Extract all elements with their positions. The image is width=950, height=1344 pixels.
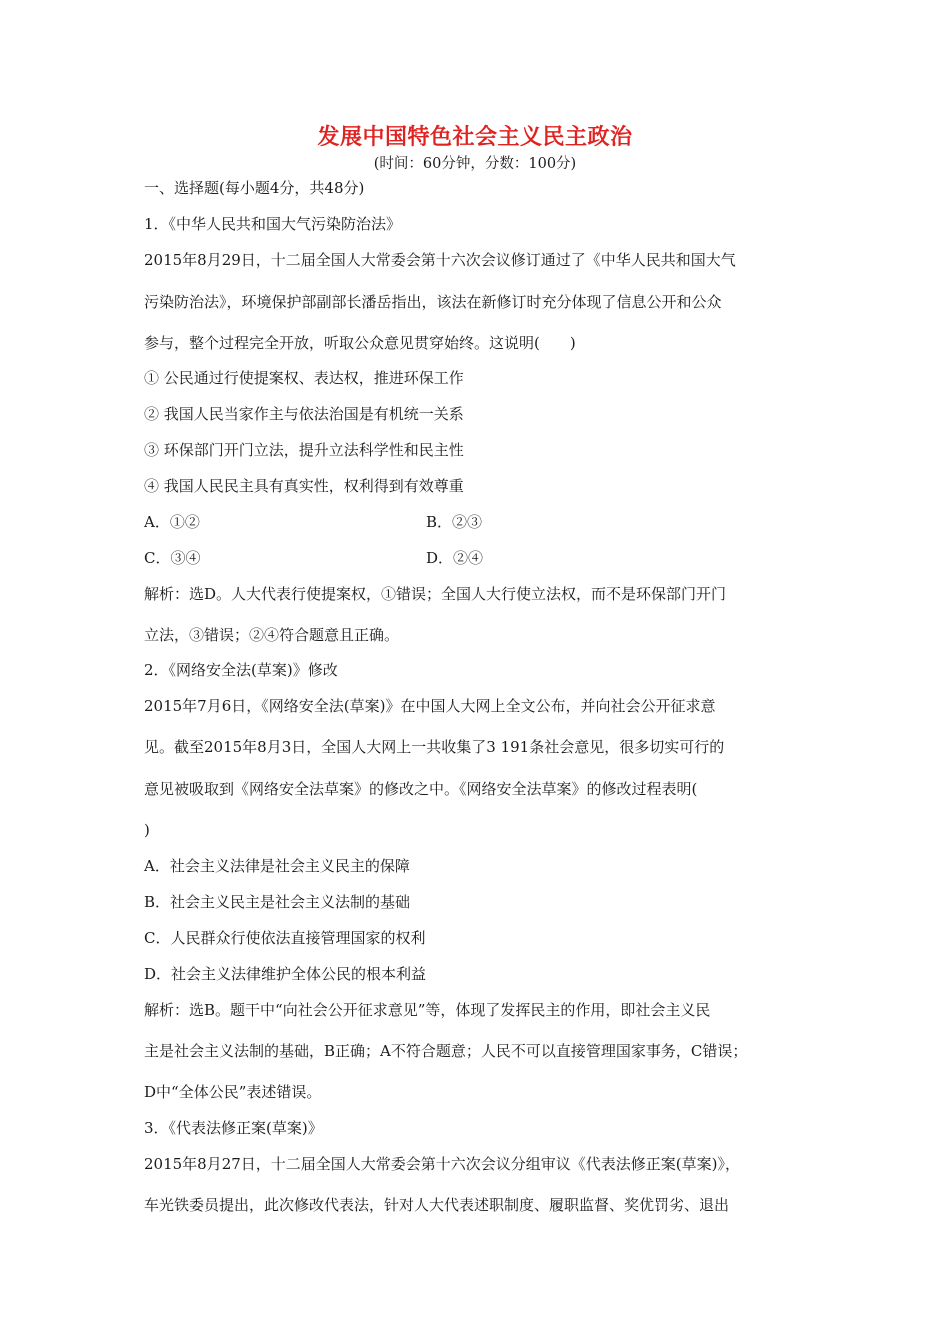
document-title: 发展中国特色社会主义民主政治 — [317, 125, 633, 150]
question-2-analysis-line: 主是社会主义法制的基础，B正确；A不符合题意；人民不可以直接管理国家事务，C错误； — [144, 1042, 748, 1060]
question-2-analysis-line: D中“全体公民”表述错误。 — [144, 1083, 322, 1101]
question-1-stem-line: 参与，整个过程完全开放，听取公众意见贯穿始终。这说明( ) — [144, 334, 576, 352]
question-2-option-d: D．社会主义法律维护全体公民的根本利益 — [144, 965, 427, 983]
question-1-option-a: A．①② — [144, 513, 200, 531]
question-1-item: ③ 环保部门开门立法，提升立法科学性和民主性 — [144, 441, 464, 459]
question-1-item: ④ 我国人民民主具有真实性，权利得到有效尊重 — [144, 477, 464, 495]
question-2-analysis-line: 解析：选B。题干中“向社会公开征求意见”等，体现了发挥民主的作用，即社会主义民 — [144, 1001, 711, 1019]
question-3-stem-line: 2015年8月27日，十二届全国人大常委会第十六次会议分组审议《代表法修正案(草案)》， — [144, 1155, 741, 1173]
section-heading: 一、选择题(每小题4分，共48分) — [144, 179, 365, 197]
question-1-option-b: B．②③ — [426, 513, 483, 531]
question-3-heading: 3．《代表法修正案(草案)》 — [144, 1119, 323, 1137]
document-subtitle: (时间：60分钟，分数：100分) — [373, 156, 577, 172]
question-1-stem-line: 污染防治法》，环境保护部副部长潘岳指出，该法在新修订时充分体现了信息公开和公众 — [144, 293, 722, 311]
question-1-item: ② 我国人民当家作主与依法治国是有机统一关系 — [144, 405, 464, 423]
question-2-option-a: A．社会主义法律是社会主义民主的保障 — [144, 857, 410, 875]
question-1-item: ① 公民通过行使提案权、表达权，推进环保工作 — [144, 369, 464, 387]
question-2-stem-line: 意见被吸取到《网络安全法草案》的修改之中。《网络安全法草案》的修改过程表明( — [144, 780, 698, 798]
question-1-analysis-line: 立法，③错误；②④符合题意且正确。 — [144, 626, 400, 644]
question-2-stem-line: 2015年7月6日，《网络安全法(草案)》在中国人大网上全文公布，并向社会公开征求意 — [144, 697, 716, 715]
question-1-option-d: D．②④ — [426, 549, 484, 567]
question-1-analysis-line: 解析：选D。人大代表行使提案权，①错误；全国人大行使立法权，而不是环保部门开门 — [144, 585, 727, 603]
question-2-stem-line: ) — [144, 821, 150, 839]
question-2-option-c: C．人民群众行使依法直接管理国家的权利 — [144, 929, 426, 947]
question-2-option-b: B．社会主义民主是社会主义法制的基础 — [144, 893, 411, 911]
question-3-stem-line: 车光铁委员提出，此次修改代表法，针对人大代表述职制度、履职监督、奖优罚劣、退出 — [144, 1196, 730, 1214]
question-1-option-c: C．③④ — [144, 549, 201, 567]
question-1-heading: 1．《中华人民共和国大气污染防治法》 — [144, 215, 402, 233]
question-2-heading: 2．《网络安全法(草案)》修改 — [144, 661, 338, 679]
question-2-stem-line: 见。截至2015年8月3日，全国人大网上一共收集了3 191条社会意见，很多切实可行的 — [144, 738, 725, 756]
question-1-stem-line: 2015年8月29日，十二届全国人大常委会第十六次会议修订通过了《中华人民共和国大气 — [144, 251, 736, 269]
